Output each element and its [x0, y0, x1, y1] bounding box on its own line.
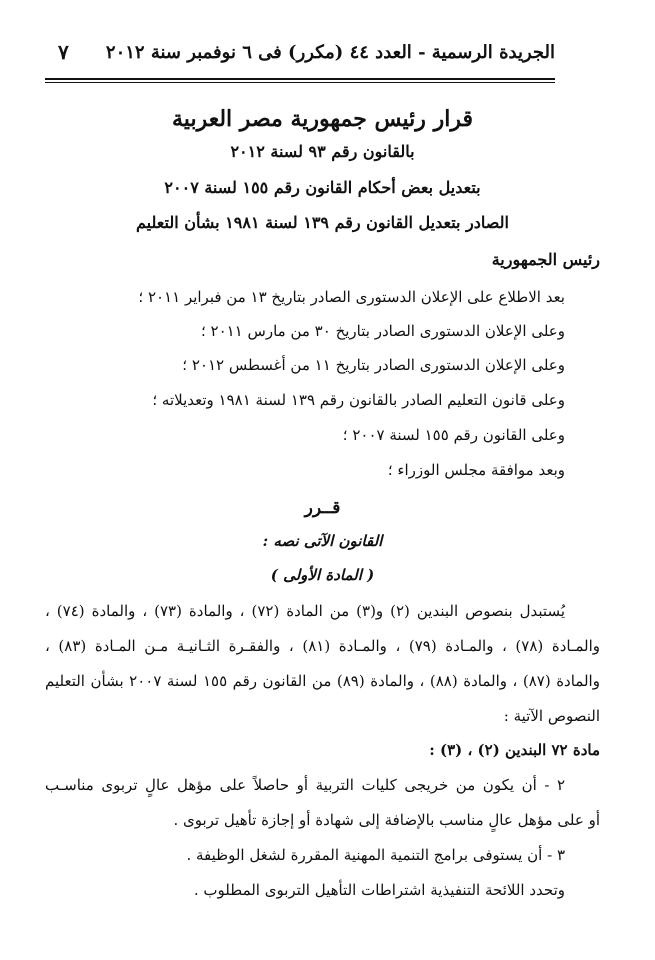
preamble-item: وبعد موافقة مجلس الوزراء ؛ — [387, 461, 565, 479]
preamble-label: رئيس الجمهورية — [491, 250, 600, 269]
clause-3: ٣ - أن يستوفى برامج التنمية المهنية المقررة لشغل الوظيفة . — [186, 846, 565, 864]
header-rule — [45, 78, 555, 80]
amendment-of: بتعديل بعض أحكام القانون رقم ١٥٥ لسنة ٢٠٠٧ — [164, 178, 481, 197]
preamble-item: وعلى الإعلان الدستورى الصادر بتاريخ ٣٠ من مارس ٢٠١١ ؛ — [200, 322, 565, 340]
clause-2-line-1: ٢ - أن يكون من خريجى كليات التربية أو حاصلاً على مؤهل عالٍ تربوى مناسـب — [45, 776, 565, 794]
article-line: النصوص الآتية : — [503, 707, 600, 725]
closing-sentence: وتحدد اللائحة التنفيذية اشتراطات التأهيل التربوى المطلوب . — [193, 881, 565, 899]
header-rule-thin — [45, 82, 555, 83]
issued-regarding: الصادر بتعديل القانون رقم ١٣٩ لسنة ١٩٨١ بشأن التعليم — [136, 213, 509, 232]
article-subheading: مادة ٧٢ البندين (٢) ، (٣) : — [429, 741, 600, 759]
page-number: ٧ — [58, 40, 69, 64]
article-line: يُستبدل بنصوص البندين (٢) و(٣) من المادة (٧٢) ، والمادة (٧٣) ، والمادة (٧٤) ، — [45, 602, 566, 620]
decree-title: قرار رئيس جمهورية مصر العربية — [172, 106, 473, 132]
preamble-item: وعلى قانون التعليم الصادر بالقانون رقم ١٣٩ لسنة ١٩٨١ وتعديلاته ؛ — [152, 391, 565, 409]
preamble-item: وعلى القانون رقم ١٥٥ لسنة ٢٠٠٧ ؛ — [342, 426, 565, 444]
running-header — [58, 40, 555, 70]
law-number: بالقانون رقم ٩٣ لسنة ٢٠١٢ — [230, 142, 415, 161]
decision-verb: قــرر — [304, 498, 341, 518]
law-text-label: القانون الآتى نصه : — [262, 532, 383, 550]
gazette-issue-line: الجريدة الرسمية - العدد ٤٤ (مكرر) فى ٦ نوفمبر سنة ٢٠١٢ — [105, 42, 555, 63]
article-line: والمادة (٨٧) ، والمادة (٨٨) ، والمادة (٨٩) من القانون رقم ١٥٥ لسنة ٢٠٠٧ بشأن التعليم — [45, 672, 600, 690]
article-heading: ( المادة الأولى ) — [270, 566, 375, 584]
article-line: والمـادة (٧٨) ، والمـادة (٧٩) ، والمـادة (٨١) ، والفقـرة الثـانيـة مـن المـادة (٨٣) ، — [45, 637, 600, 655]
preamble-item: وعلى الإعلان الدستورى الصادر بتاريخ ١١ من أغسطس ٢٠١٢ ؛ — [182, 356, 565, 374]
clause-2-line-2: أو على مؤهل عالٍ مناسب بالإضافة إلى شهادة أو إجازة تأهيل تربوى . — [173, 811, 600, 829]
preamble-item: بعد الاطلاع على الإعلان الدستورى الصادر بتاريخ ١٣ من فبراير ٢٠١١ ؛ — [138, 288, 565, 306]
